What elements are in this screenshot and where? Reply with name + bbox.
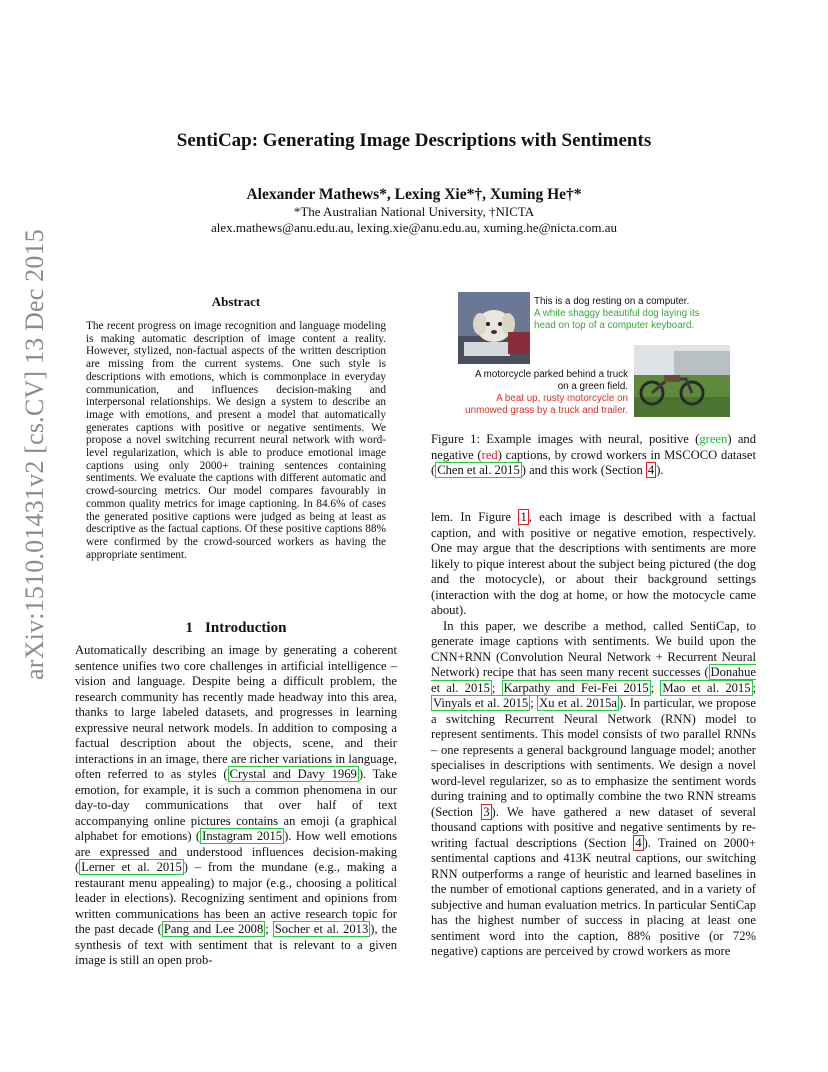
intro-paragraph-1 [75,643,397,969]
body-text: , each image is described with a factual caption, and with positive or negative emotion, respectively. One may argue that the descriptions with sentiments are more likely to pique interest about the subject being pictured (the dog and the motocycle), or about their background settings (interaction with the dog at home, or how the motocycle came about). [431,510,756,617]
arxiv-identifier: arXiv:1510.01431v2 [cs.CV] 13 Dec 2015 [20,229,49,680]
section-title: Introduction [205,620,287,636]
intro-text: Automatically describing an image by generating a coherent sentence unifies two core challenges in artificial intelligence – vision and language. Despite being a difficult problem, the research community has recently made headway into this area, thanks to large labeled datasets, and progresses in learning expressive neural network models. In addition to composing a factual description about the objects, scene, and their interactions in an image, there are richer variations in language, often referred to as styles ( [75,643,397,781]
figure-caption-dog-positive: A white shaggy beautiful dog laying its head on top of a computer keyboard. [534,308,700,331]
caption-text: ) captions, by crowd workers in MSCOCO dataset ( [431,447,757,477]
figure-image-motorcycle [634,345,730,417]
body-text: ). We have gathered a new dataset of several thousand captions with positive and negative sentiments by re-writing factual descriptions (Section [431,804,756,850]
caption-text: ) and negative ( [431,432,756,462]
body-text: lem. In Figure [431,510,519,524]
citation-link[interactable]: Vinyals et al. 2015 [433,696,529,710]
caption-text: ) and this work (Section [521,463,646,477]
abstract-heading: Abstract [211,294,261,309]
caption-text: Figure 1: Example images with neural, positive ( [431,432,700,446]
citation-link[interactable]: Lerner et al. 2015 [81,860,182,874]
caption-text: ). [656,463,664,477]
intro-text: ). How well emotions are expressed and understood influences decision-making ( [75,829,397,874]
body-text: ; [491,680,502,695]
paper-authors: Alexander Mathews*, Lexing Xie*†, Xuming He†* [246,186,582,203]
section-ref-link[interactable]: 4 [635,835,642,850]
right-paragraph-1 [431,510,756,619]
body-text: In this paper, we describe a method, called SentiCap, to generate image captions with sentiments. We build upon the CNN+RNN (Convolution Neural Network + Recurrent Neural Network) recipe that has seen many recent successes ( [431,618,756,679]
citation-link[interactable]: Mao et al. 2015 [662,680,751,695]
body-text: ; [650,680,661,695]
intro-text: ), the synthesis of text with sentiment that is relevant to a given image is still an open prob- [75,922,397,967]
intro-text: ). Take emotion, for example, it is such a common phenomena in our day-to-day communications that over half of text accompanying online pictures contains an emoji (a graphical alphabet for emotions) ( [75,767,397,843]
section-number: 1 [185,620,194,636]
figure-caption-dog-neutral: This is a dog resting on a computer. [534,296,690,307]
body-text: ). In particular, we propose a switching Recurrent Neural Network (RNN) model to represent sentiments. This model consists of two parallel RNNs – one represents a general background language model; another specialises in descriptions with sentiments. We design a novel word-level regularizer, so as to emphasize the sentiment words during training and to optimally combine the two RNN streams (Section [431,696,756,819]
abstract-text: The recent progress on image recognition and language modeling is making automatic description of image content a reality. However, stylized, non-factual aspects of the written description are missing from the current systems. One such style is descriptions with emotions, which is commonplace in everyday communication, and influences decision-making and interpersonal relationships. We design a system to describe an image with emotions, and present a model that automatically generates captions with positive or negative sentiments. We propose a novel switching recurrent neural network with word-level regularization, which is able to produce emotional image captions using only 2000+ training sentences containing sentiments. We evaluate the captions with different automatic and crowd-sourcing metrics. Our model compares favourably in common quality metrics for image captioning. In 84.6% of cases the generated positive captions were judged as being at least as descriptive as the factual captions. Of these positive captions 88% were confirmed by the crowd-sourced workers as having the appropriate sentiment. [86,320,386,561]
section-ref-link[interactable]: 3 [483,804,490,819]
section-heading-introduction [75,620,397,637]
figure-caption-moto-neutral: A motorcycle parked behind a truck on a green field. [474,369,628,392]
intro-text: ; [265,922,273,936]
citation-link[interactable]: Socher et al. 2013 [274,922,369,936]
citation-link[interactable]: Pang and Lee 2008 [163,922,264,936]
figure-ref-link[interactable]: 1 [520,510,527,524]
author-emails: alex.mathews@anu.edu.au, lexing.xie@anu.edu.au, xuming.he@nicta.com.au [211,220,617,235]
right-column-body [431,510,756,960]
citation-link[interactable]: Xu et al. 2015a [539,696,617,710]
citation-link[interactable]: Instagram 2015 [202,829,283,843]
citation-link[interactable]: Karpathy and Fei-Fei 2015 [503,680,649,695]
body-text: ; [530,696,538,710]
body-text: ). Trained on 2000+ sentimental captions and 413K neutral captions, our switching RNN outperforms a range of heuristic and learned baselines in the number of emotional captions generated, and in a variety of subjective and human evaluation metrics. In particular SentiCap has the highest number of success in placing at least one sentiment word into the caption, 88% positive (or 72% negative) captions are perceived by crowd workers as more [431,835,756,958]
citation-link[interactable]: Chen et al. 2015 [437,463,520,477]
author-affiliations: *The Australian National University, †NICTA [293,204,535,219]
paper-title: SentiCap: Generating Image Descriptions with Sentiments [176,130,652,151]
intro-text: ) – from the mundane (e.g., making a restaurant menu appealing) to major (e.g., choosing a political leader in elections). Recognizing sentiment and opinions from written communications has been an active research topic for the past decade ( [75,860,398,936]
citation-link[interactable]: Crystal and Davy 1969 [229,767,357,781]
caption-word-red: red [481,447,498,462]
section-ref-link[interactable]: 4 [647,463,655,477]
figure-1-caption [431,432,756,479]
figure-image-dog [458,292,530,364]
citation-link[interactable]: Donahue et al. 2015 [431,665,756,695]
figure-caption-moto-negative: A beat up, rusty motorcycle on unmowed grass by a truck and trailer. [465,393,628,416]
caption-word-green: green [699,432,728,446]
right-paragraph-2 [431,619,756,960]
body-text: ; [752,680,757,695]
